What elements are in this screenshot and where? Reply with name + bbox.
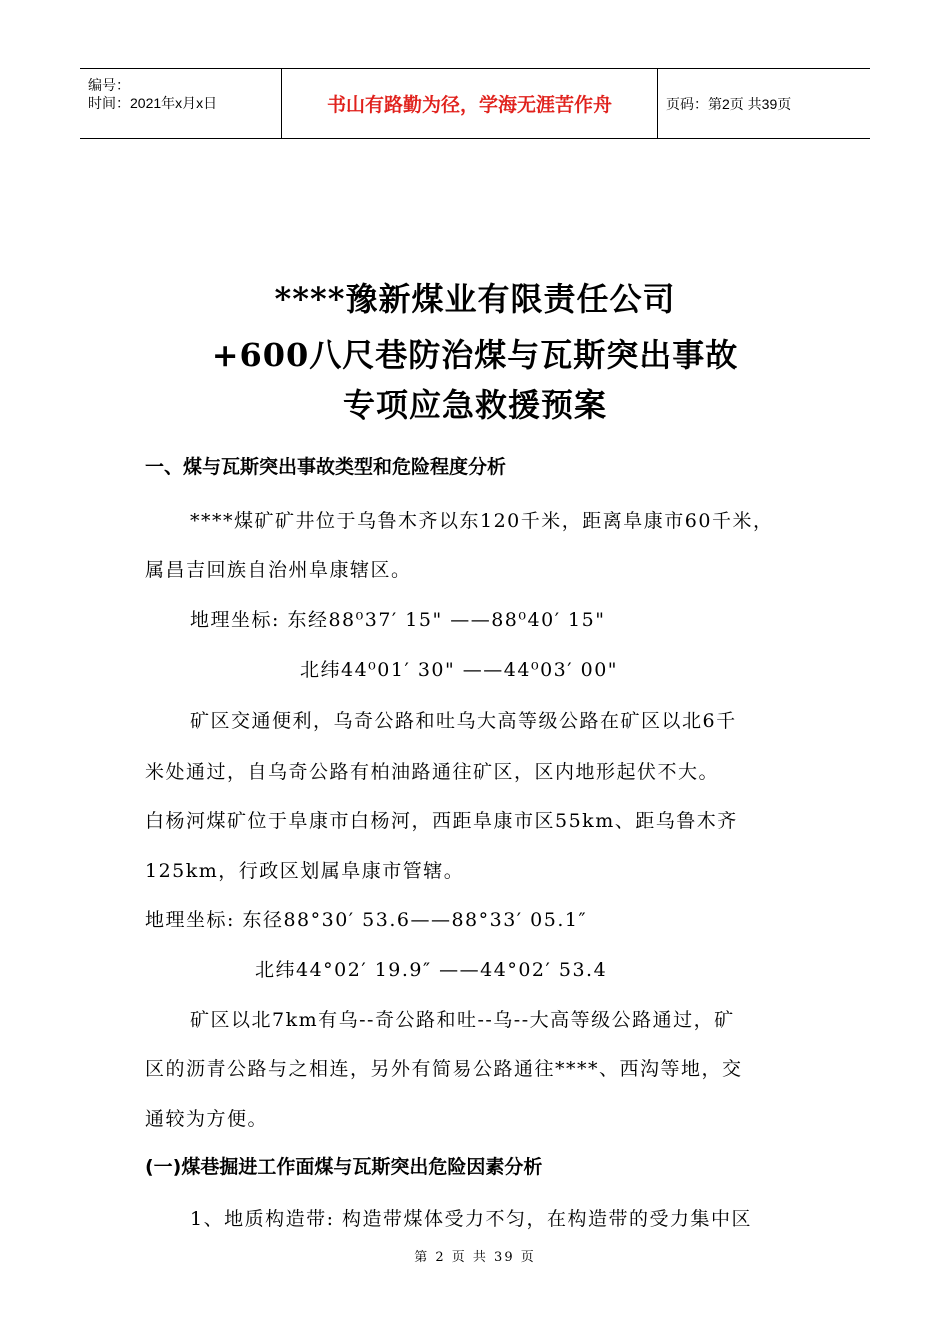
coordinates-line: 地理坐标: 东径88°30′ 53.6——88°33′ 05.1″ xyxy=(145,909,588,931)
header-meta-cell xyxy=(80,69,282,138)
body-line: 区的沥青公路与之相连，另外有简易公路通往****、西沟等地，交 xyxy=(145,1058,743,1080)
body-line: 矿区以北7km有乌--奇公路和吐--乌--大高等级公路通过，矿 xyxy=(190,1009,735,1031)
section-heading-2: (一)煤巷掘进工作面煤与瓦斯突出危险因素分析 xyxy=(145,1156,543,1178)
body-line: 1、地质构造带: 构造带煤体受力不匀，在构造带的受力集中区 xyxy=(190,1208,753,1230)
coordinates-line: 地理坐标: 东经88⁰37′ 15" ——88⁰40′ 15" xyxy=(190,609,606,631)
body-line: 属昌吉回族自治州阜康辖区。 xyxy=(145,559,412,581)
time-label: 时间：2021年x月x日 xyxy=(88,95,218,111)
body-line: ****煤矿矿井位于乌鲁木齐以东120千米，距离阜康市60千米， xyxy=(190,510,774,532)
body-line: 通较为方便。 xyxy=(145,1108,269,1130)
body-line: 米处通过，自乌奇公路有柏油路通往矿区，区内地形起伏不大。 xyxy=(145,761,720,783)
coordinates-line: 北纬44⁰01′ 30" ——44⁰03′ 00" xyxy=(300,659,619,681)
body-line: 白杨河煤矿位于阜康市白杨河，西距阜康市区55km、距乌鲁木齐 xyxy=(145,810,738,832)
page-footer: 第 2 页 共 39 页 xyxy=(414,1250,536,1265)
document-title-line-2: +600八尺巷防治煤与瓦斯突出事故 xyxy=(211,336,739,374)
header-table xyxy=(80,68,870,139)
header-page-info: 页码：第2页 共39页 xyxy=(666,95,792,112)
header-motto: 书山有路勤为径，学海无涯苦作舟 xyxy=(282,69,658,138)
body-line: 125km，行政区划属阜康市管辖。 xyxy=(145,860,465,882)
document-title-line-3: 专项应急救援预案 xyxy=(342,386,607,424)
section-heading-1: 一、煤与瓦斯突出事故类型和危险程度分析 xyxy=(145,456,507,478)
body-line: 矿区交通便利，乌奇公路和吐乌大高等级公路在矿区以北6千 xyxy=(190,710,737,732)
document-title-line-1: ****豫新煤业有限责任公司 xyxy=(274,280,676,318)
coordinates-line: 北纬44°02′ 19.9″ ——44°02′ 53.4 xyxy=(255,959,608,981)
number-label: 编号： xyxy=(88,77,130,93)
